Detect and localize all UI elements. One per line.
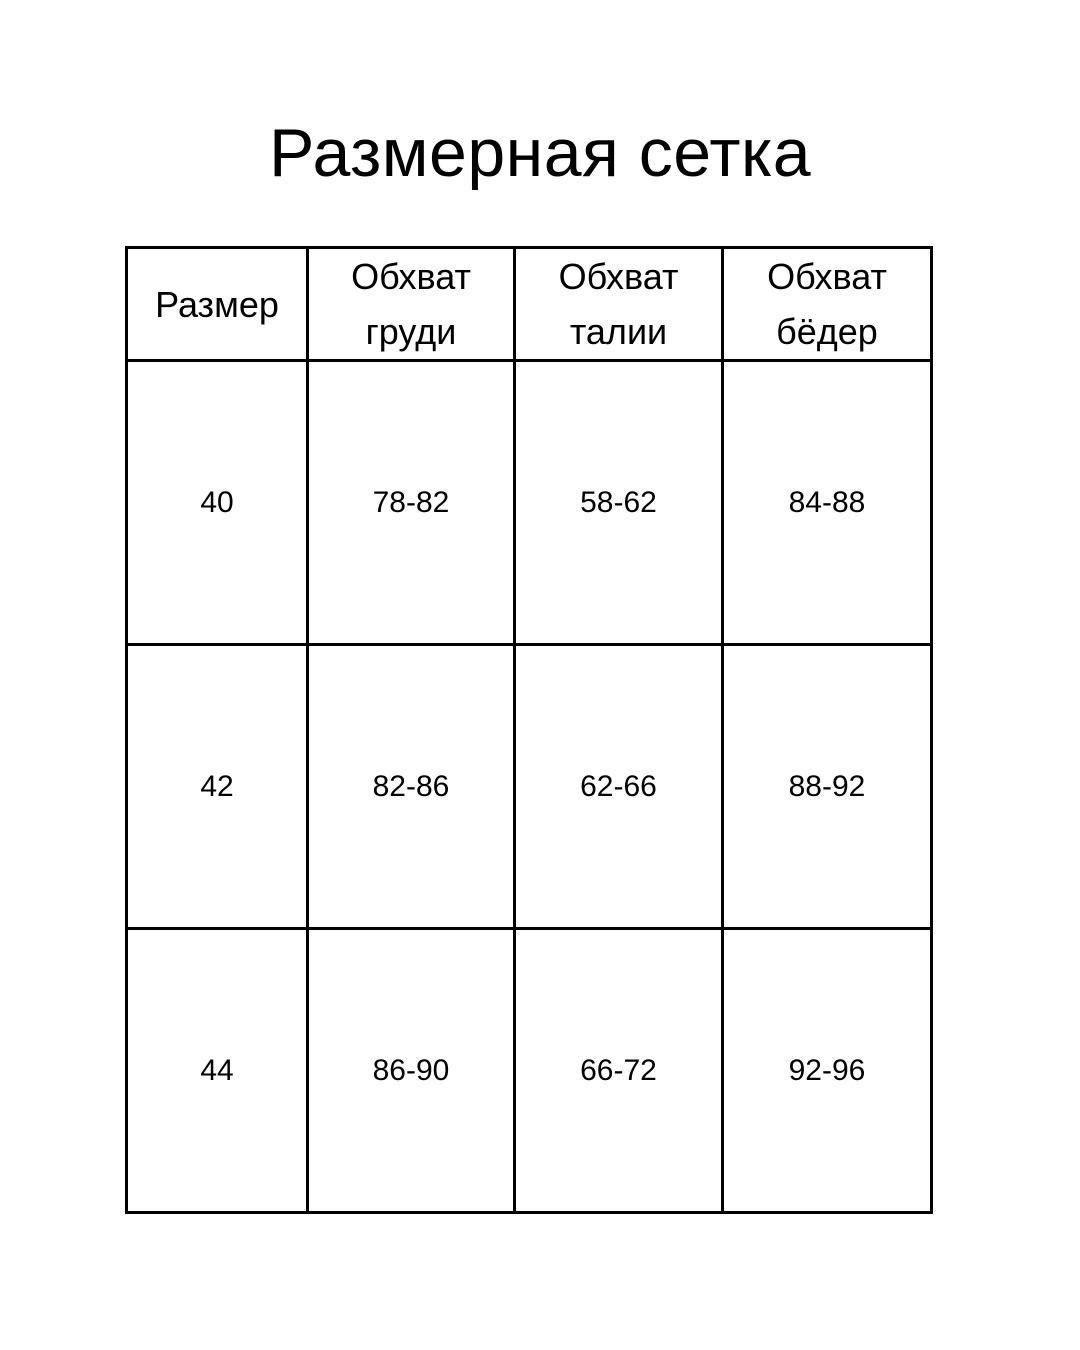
- cell-waist: 66-72: [515, 929, 723, 1213]
- cell-hips: 92-96: [723, 929, 932, 1213]
- table-row: [127, 645, 932, 929]
- header-hips-line2: бёдер: [776, 311, 878, 352]
- header-hips: [723, 248, 932, 361]
- cell-hips: 88-92: [723, 645, 932, 929]
- table-row: [127, 361, 932, 645]
- header-size: [127, 248, 308, 361]
- size-chart-table: [125, 246, 933, 1214]
- table-header-row: [127, 248, 932, 361]
- cell-chest: 86-90: [308, 929, 515, 1213]
- cell-size: 40: [127, 361, 308, 645]
- cell-chest: 78-82: [308, 361, 515, 645]
- header-hips-line1: Обхват: [767, 256, 887, 297]
- cell-size: 44: [127, 929, 308, 1213]
- header-waist: [515, 248, 723, 361]
- header-chest-line1: Обхват: [351, 256, 471, 297]
- cell-waist: 62-66: [515, 645, 723, 929]
- page-title: Размерная сетка: [268, 115, 812, 191]
- header-size-label: Размер: [155, 283, 279, 325]
- cell-size: 42: [127, 645, 308, 929]
- cell-waist: 58-62: [515, 361, 723, 645]
- header-chest: [308, 248, 515, 361]
- cell-hips: 84-88: [723, 361, 932, 645]
- cell-chest: 82-86: [308, 645, 515, 929]
- table-row: [127, 929, 932, 1213]
- header-chest-line2: груди: [365, 311, 457, 352]
- header-waist-line1: Обхват: [558, 256, 679, 297]
- header-waist-line2: талии: [569, 311, 668, 352]
